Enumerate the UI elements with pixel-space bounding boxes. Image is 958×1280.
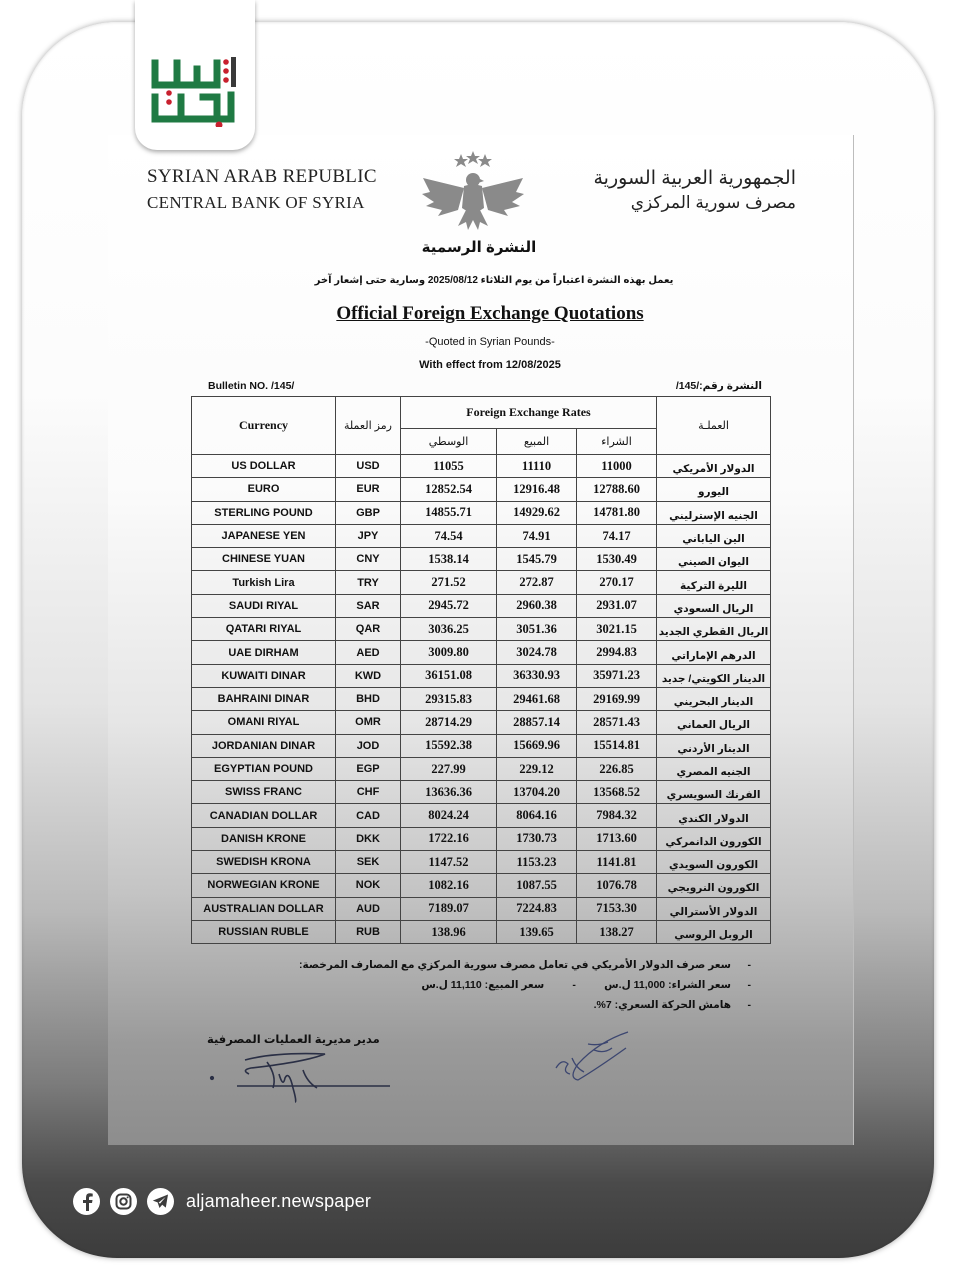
buy-rate: 2994.83	[577, 641, 657, 664]
currency-code: CHF	[336, 781, 401, 804]
table-row-cad	[192, 804, 771, 827]
footer-social	[73, 1188, 371, 1215]
table-row-bhd	[192, 687, 771, 710]
header-currency-en: Currency	[192, 397, 336, 455]
currency-name-en: EGYPTIAN POUND	[192, 757, 336, 780]
currency-code: EUR	[336, 478, 401, 501]
table-row-egp	[192, 757, 771, 780]
currency-code: JOD	[336, 734, 401, 757]
eagle-emblem-icon	[418, 150, 528, 232]
effective-date-ar: يعمل بهذه النشرة اعتباراً من يوم الثلاثاء 2025/08/12 وسارية حتى إشعار آخر	[314, 275, 674, 286]
currency-code: AUD	[336, 897, 401, 920]
header-bank-en: CENTRAL BANK OF SYRIA	[147, 193, 365, 212]
buy-rate: 13568.52	[577, 781, 657, 804]
header-buy-rate: الشراء	[577, 429, 657, 455]
instagram-icon[interactable]	[110, 1188, 137, 1215]
currency-name-en: BAHRAINI DINAR	[192, 687, 336, 710]
buy-rate: 1141.81	[577, 851, 657, 874]
mid-rate: 12852.54	[401, 478, 497, 501]
buy-rate: 7153.30	[577, 897, 657, 920]
buy-rate: 7984.32	[577, 804, 657, 827]
currency-name-en: EURO	[192, 478, 336, 501]
currency-name-en: AUSTRALIAN DOLLAR	[192, 897, 336, 920]
currency-name-ar: الريال القطري الجديد	[657, 618, 771, 641]
currency-code: EGP	[336, 757, 401, 780]
note-buy-text: سعر الشراء: 11,000 ل.س	[604, 979, 731, 991]
telegram-icon[interactable]	[147, 1188, 174, 1215]
currency-name-en: QATARI RIYAL	[192, 618, 336, 641]
mid-rate: 11055	[401, 455, 497, 478]
sell-rate: 11110	[497, 455, 577, 478]
note-margin-text: هامش الحركة السعري: 7%.	[593, 999, 731, 1011]
buy-rate: 138.27	[577, 920, 657, 943]
currency-code: BHD	[336, 687, 401, 710]
currency-name-en: JAPANESE YEN	[192, 524, 336, 547]
currency-name-ar: الليرة التركية	[657, 571, 771, 594]
note-usd-rate-text: سعر صرف الدولار الأمريكي في تعامل مصرف سورية المركزي مع المصارف المرخصة:	[299, 959, 731, 971]
table-row-try	[192, 571, 771, 594]
note-usd-rate: -سعر صرف الدولار الأمريكي في تعامل مصرف سورية المركزي مع المصارف المرخصة:	[299, 959, 751, 971]
currency-name-ar: الدينار البحريني	[657, 687, 771, 710]
table-row-chf	[192, 781, 771, 804]
buy-rate: 28571.43	[577, 711, 657, 734]
table-row-gbp	[192, 501, 771, 524]
sell-rate: 28857.14	[497, 711, 577, 734]
note-margin: -هامش الحركة السعري: 7%.	[593, 999, 751, 1011]
currency-code: SAR	[336, 594, 401, 617]
bulletin-number-en: Bulletin NO. /145/	[208, 380, 295, 392]
quoted-in-note: -Quoted in Syrian Pounds-	[425, 336, 555, 348]
currency-name-en: KUWAITI DINAR	[192, 664, 336, 687]
currency-name-ar: الكورون السويدي	[657, 851, 771, 874]
sell-rate: 229.12	[497, 757, 577, 780]
mid-rate: 8024.24	[401, 804, 497, 827]
buy-rate: 270.17	[577, 571, 657, 594]
sell-rate: 36330.93	[497, 664, 577, 687]
mid-rate: 74.54	[401, 524, 497, 547]
mid-rate: 138.96	[401, 920, 497, 943]
currency-code: GBP	[336, 501, 401, 524]
mid-rate: 271.52	[401, 571, 497, 594]
rates-body	[192, 455, 771, 944]
mid-rate: 1147.52	[401, 851, 497, 874]
header-code-ar: رمز العملة	[336, 397, 401, 455]
currency-code: QAR	[336, 618, 401, 641]
mid-rate: 1082.16	[401, 874, 497, 897]
currency-code: CNY	[336, 548, 401, 571]
sell-rate: 8064.16	[497, 804, 577, 827]
sell-rate: 13704.20	[497, 781, 577, 804]
currency-name-ar: الين الياباني	[657, 524, 771, 547]
table-row-eur	[192, 478, 771, 501]
currency-code: OMR	[336, 711, 401, 734]
mid-rate: 227.99	[401, 757, 497, 780]
currency-name-en: CANADIAN DOLLAR	[192, 804, 336, 827]
bulletin-title-en: Official Foreign Exchange Quotations	[336, 303, 644, 324]
mid-rate: 2945.72	[401, 594, 497, 617]
bulletin-title-ar: النشرة الرسمية	[421, 239, 537, 256]
table-row-omr	[192, 711, 771, 734]
currency-name-ar: الدولار الأمريكي	[657, 455, 771, 478]
sell-rate: 14929.62	[497, 501, 577, 524]
currency-name-ar: الروبل الروسي	[657, 920, 771, 943]
signature-director	[205, 1048, 395, 1108]
header-bank-ar: مصرف سورية المركزي	[630, 193, 796, 212]
buy-rate: 11000	[577, 455, 657, 478]
currency-code: NOK	[336, 874, 401, 897]
currency-code: RUB	[336, 920, 401, 943]
buy-rate: 1713.60	[577, 827, 657, 850]
signer-title: مدير مديرية العمليات المصرفية	[207, 1034, 380, 1046]
header-republic-ar: الجمهورية العربية السورية	[593, 168, 796, 189]
currency-code: KWD	[336, 664, 401, 687]
effective-date-en: With effect from 12/08/2025	[419, 359, 561, 371]
header-currency-ar: العملـة	[657, 397, 771, 455]
sell-rate: 272.87	[497, 571, 577, 594]
table-row-kwd	[192, 664, 771, 687]
buy-rate: 15514.81	[577, 734, 657, 757]
buy-rate: 35971.23	[577, 664, 657, 687]
currency-name-en: Turkish Lira	[192, 571, 336, 594]
currency-name-ar: الدينار الكويتي/ جديد	[657, 664, 771, 687]
currency-code: CAD	[336, 804, 401, 827]
mid-rate: 3009.80	[401, 641, 497, 664]
currency-name-en: JORDANIAN DINAR	[192, 734, 336, 757]
table-row-cny	[192, 548, 771, 571]
sell-rate: 2960.38	[497, 594, 577, 617]
currency-name-ar: الدرهم الإماراتي	[657, 641, 771, 664]
currency-code: SEK	[336, 851, 401, 874]
header-sell-rate: المبيع	[497, 429, 577, 455]
mid-rate: 15592.38	[401, 734, 497, 757]
currency-code: JPY	[336, 524, 401, 547]
sell-rate: 3024.78	[497, 641, 577, 664]
currency-name-en: NORWEGIAN KRONE	[192, 874, 336, 897]
buy-rate: 14781.80	[577, 501, 657, 524]
sell-rate: 1545.79	[497, 548, 577, 571]
social-handle[interactable]: aljamaheer.newspaper	[186, 1191, 372, 1211]
header-rates-group: Foreign Exchange Rates	[401, 397, 657, 429]
brand-logo-tab	[135, 0, 255, 150]
sell-rate: 7224.83	[497, 897, 577, 920]
sell-rate: 1087.55	[497, 874, 577, 897]
currency-name-ar: الكورون الدانمركي	[657, 827, 771, 850]
sell-rate: 12916.48	[497, 478, 577, 501]
buy-rate: 1530.49	[577, 548, 657, 571]
mid-rate: 14855.71	[401, 501, 497, 524]
note-sell-text: سعر المبيع: 11,110 ل.س	[421, 979, 545, 991]
header-republic-en: SYRIAN ARAB REPUBLIC	[147, 166, 377, 187]
mid-rate: 7189.07	[401, 897, 497, 920]
table-row-sar	[192, 594, 771, 617]
currency-name-en: RUSSIAN RUBLE	[192, 920, 336, 943]
sell-rate: 15669.96	[497, 734, 577, 757]
currency-name-ar: الدولار الكندي	[657, 804, 771, 827]
sell-rate: 139.65	[497, 920, 577, 943]
currency-name-en: DANISH KRONE	[192, 827, 336, 850]
aljamaheer-logo	[147, 55, 245, 127]
mid-rate: 1722.16	[401, 827, 497, 850]
table-row-qar	[192, 618, 771, 641]
table-row-jod	[192, 734, 771, 757]
currency-name-en: SAUDI RIYAL	[192, 594, 336, 617]
table-row-aud	[192, 897, 771, 920]
mid-rate: 36151.08	[401, 664, 497, 687]
currency-name-en: US DOLLAR	[192, 455, 336, 478]
sell-rate: 3051.36	[497, 618, 577, 641]
buy-rate: 2931.07	[577, 594, 657, 617]
currency-name-en: SWEDISH KRONA	[192, 851, 336, 874]
currency-name-en: SWISS FRANC	[192, 781, 336, 804]
currency-name-ar: اليوان الصيني	[657, 548, 771, 571]
table-row-aed	[192, 641, 771, 664]
currency-name-ar: الريال السعودي	[657, 594, 771, 617]
sell-rate: 1153.23	[497, 851, 577, 874]
sell-rate: 74.91	[497, 524, 577, 547]
facebook-icon[interactable]	[73, 1188, 100, 1215]
currency-name-ar: الجنيه الإسترليني	[657, 501, 771, 524]
note-buy-sell: -سعر الشراء: 11,000 ل.س-سعر المبيع: 11,110 ل.س	[421, 979, 751, 991]
buy-rate: 3021.15	[577, 618, 657, 641]
mid-rate: 29315.83	[401, 687, 497, 710]
table-row-dkk	[192, 827, 771, 850]
table-row-sek	[192, 851, 771, 874]
header-mid-rate: الوسطي	[401, 429, 497, 455]
table-row-nok	[192, 874, 771, 897]
mid-rate: 1538.14	[401, 548, 497, 571]
currency-name-ar: الجنيه المصري	[657, 757, 771, 780]
exchange-rates-table	[191, 396, 771, 944]
currency-name-ar: الكورون النرويجي	[657, 874, 771, 897]
bulletin-number-ar: النشرة رقم:/145/	[675, 380, 762, 392]
mid-rate: 3036.25	[401, 618, 497, 641]
currency-name-ar: الفرنك السويسري	[657, 781, 771, 804]
mid-rate: 13636.36	[401, 781, 497, 804]
currency-code: TRY	[336, 571, 401, 594]
buy-rate: 12788.60	[577, 478, 657, 501]
currency-code: AED	[336, 641, 401, 664]
currency-name-ar: الدولار الأسترالي	[657, 897, 771, 920]
currency-code: DKK	[336, 827, 401, 850]
currency-name-en: OMANI RIYAL	[192, 711, 336, 734]
buy-rate: 29169.99	[577, 687, 657, 710]
table-row-jpy	[192, 524, 771, 547]
signature-approval	[548, 1028, 633, 1088]
currency-name-en: STERLING POUND	[192, 501, 336, 524]
currency-name-ar: الدينار الأردني	[657, 734, 771, 757]
sell-rate: 29461.68	[497, 687, 577, 710]
currency-name-en: CHINESE YUAN	[192, 548, 336, 571]
currency-name-ar: الريال العماني	[657, 711, 771, 734]
table-row-rub	[192, 920, 771, 943]
currency-name-en: UAE DIRHAM	[192, 641, 336, 664]
buy-rate: 74.17	[577, 524, 657, 547]
mid-rate: 28714.29	[401, 711, 497, 734]
notes-section	[299, 955, 751, 1015]
currency-name-ar: اليورو	[657, 478, 771, 501]
sell-rate: 1730.73	[497, 827, 577, 850]
buy-rate: 226.85	[577, 757, 657, 780]
table-row-usd	[192, 455, 771, 478]
buy-rate: 1076.78	[577, 874, 657, 897]
currency-code: USD	[336, 455, 401, 478]
